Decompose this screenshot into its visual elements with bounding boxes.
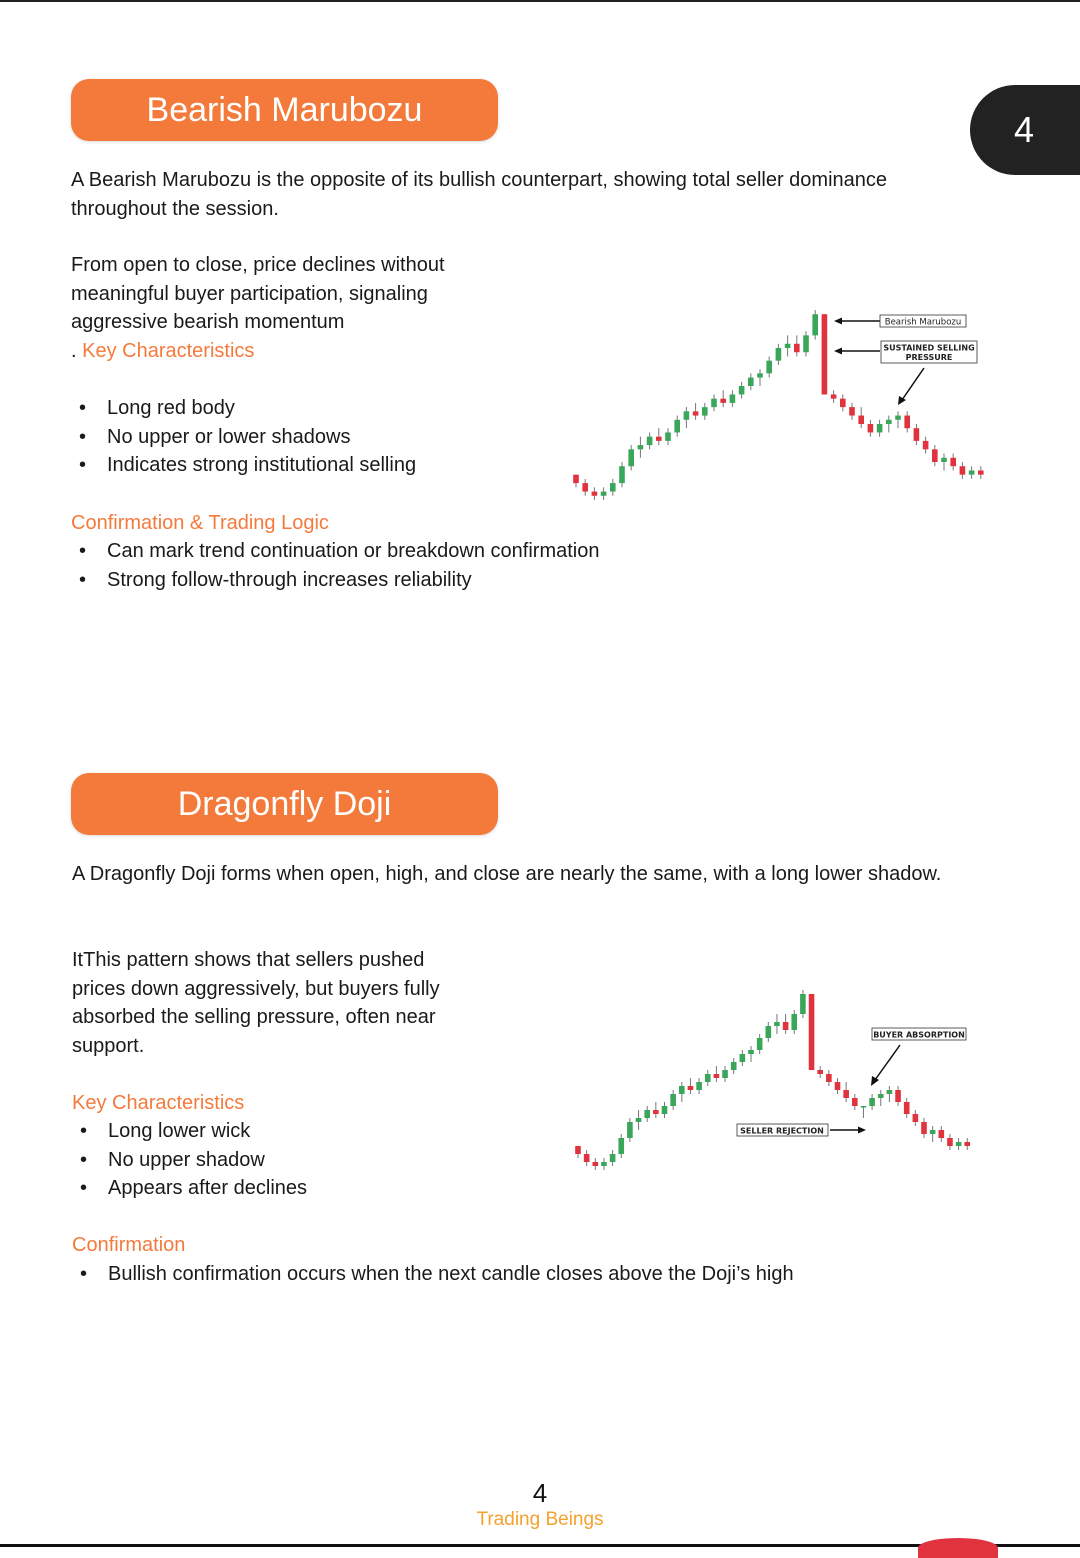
candle-body: [601, 1162, 607, 1166]
candle-body: [593, 1162, 599, 1166]
candle-body: [705, 1074, 711, 1082]
candle-body: [783, 1022, 789, 1030]
candle-body: [895, 1090, 901, 1102]
candle-body: [766, 1026, 772, 1038]
candle-body: [693, 411, 699, 415]
candle-body: [644, 1110, 650, 1118]
candle-body: [794, 344, 800, 352]
candle-body: [913, 1114, 919, 1122]
key-heading-text: Key Characteristics: [82, 340, 255, 362]
candle-body: [688, 1086, 694, 1090]
candle-body: [826, 1074, 832, 1082]
candle-body: [843, 1090, 849, 1098]
candle-body: [702, 407, 708, 415]
chart-annotations: [834, 315, 977, 405]
candle-body: [714, 1074, 720, 1078]
footer-page-number: 4: [532, 1478, 548, 1508]
candle-body: [785, 344, 791, 348]
candle-body: [895, 416, 901, 420]
candle-body: [610, 1154, 616, 1162]
candle-body: [592, 492, 598, 496]
characteristics-list: [72, 1117, 512, 1203]
candle-body: [740, 1054, 746, 1062]
candle-body: [921, 1122, 927, 1134]
candle-body: [950, 458, 956, 466]
candle-body: [575, 1146, 581, 1154]
candle-body: [628, 449, 634, 466]
list-item: • Bullish confirmation occurs when the next candle closes above the Doji’s high: [72, 1260, 972, 1289]
candle-body: [822, 314, 828, 394]
candle-body: [610, 483, 616, 491]
annotation-sustained-selling-2: PRESSURE: [905, 353, 953, 362]
candle-body: [969, 470, 975, 474]
annotation-seller-rejection: SELLER REJECTION: [740, 1126, 824, 1136]
characteristics-list: [71, 394, 511, 480]
candlestick-chart: [568, 290, 1008, 510]
candle-body: [774, 1022, 780, 1026]
candle-body: [638, 445, 644, 449]
candle-body: [739, 386, 745, 394]
candle-body: [776, 348, 782, 361]
candle-body: [930, 1130, 936, 1134]
key-characteristics-heading: [71, 337, 491, 366]
confirmation-heading: Confirmation & Trading Logic: [71, 512, 329, 534]
candle-body: [840, 399, 846, 407]
candle-body: [904, 1102, 910, 1114]
candle-body: [941, 458, 947, 462]
candle-body: [978, 470, 984, 474]
list-item: • Indicates strong institutional selling: [71, 451, 511, 480]
candle-body: [886, 420, 892, 424]
candle-body: [722, 1070, 728, 1078]
candle-body: [684, 411, 690, 419]
candle-body: [887, 1090, 893, 1094]
candle-body: [812, 314, 818, 335]
candle-body: [869, 1098, 875, 1106]
confirmation-list: [71, 537, 771, 594]
candle-body: [861, 1106, 867, 1108]
candle-body: [960, 466, 966, 474]
decorative-arc: [918, 1538, 998, 1558]
candle-body: [831, 394, 837, 398]
list-item: • No upper or lower shadows: [71, 423, 511, 452]
list-item: • Long red body: [71, 394, 511, 423]
candle-body: [947, 1138, 953, 1146]
candle-body: [757, 1038, 763, 1050]
section-title-dragonfly-doji: Dragonfly Doji: [71, 773, 498, 835]
top-rule: [0, 0, 1080, 2]
intro-paragraph: A Bearish Marubozu is the opposite of its bullish counterpart, showing total seller dominance throughout the session.: [71, 169, 888, 220]
footer-brand: Trading Beings: [476, 1509, 604, 1530]
candle-body: [877, 424, 883, 432]
annotation-bearish-marubozu: Bearish Marubozu: [884, 317, 962, 328]
candle-body: [956, 1142, 962, 1146]
candle-body: [582, 483, 588, 491]
candle-body: [665, 432, 671, 440]
candle-body: [731, 1062, 737, 1070]
candle-body: [584, 1154, 590, 1162]
candle-body: [679, 1086, 685, 1094]
page-number-tab: [970, 85, 1080, 175]
candle-body: [618, 1138, 624, 1154]
confirmation-heading: Confirmation: [72, 1234, 186, 1256]
candlestick-chart: [570, 970, 995, 1180]
candle-body: [670, 1094, 676, 1106]
intro-paragraph: A Dragonfly Doji forms when open, high, and close are nearly the same, with a long lower shadow.: [72, 863, 942, 885]
confirmation-list: [72, 1260, 972, 1289]
dragonfly-doji-chart: [570, 970, 995, 1180]
candle-body: [803, 335, 809, 352]
list-item: • No upper shadow: [72, 1146, 512, 1175]
key-characteristics-heading: Key Characteristics: [72, 1092, 245, 1114]
candle-body: [800, 994, 806, 1014]
heading-prefix: .: [71, 340, 83, 362]
candle-body: [674, 420, 680, 433]
candle-body: [627, 1122, 633, 1138]
candle-body: [939, 1130, 945, 1138]
candle-body: [852, 1098, 858, 1106]
candle-body: [914, 428, 920, 441]
candle-body: [653, 1110, 659, 1114]
candle-body: [711, 399, 717, 407]
candle-body: [849, 407, 855, 415]
candle-body: [791, 1014, 797, 1030]
candle-body: [619, 466, 625, 483]
bearish-marubozu-chart: [568, 290, 1008, 510]
candle-body: [878, 1094, 884, 1098]
candle-body: [748, 1050, 754, 1054]
candle-body: [601, 492, 607, 496]
candle-body: [636, 1118, 642, 1122]
list-item: • Can mark trend continuation or breakdown confirmation: [71, 537, 771, 566]
candle-body: [809, 994, 815, 1070]
candle-body: [662, 1106, 668, 1114]
page-number: 4: [1014, 109, 1035, 150]
candle-body: [835, 1082, 841, 1090]
candle-body: [858, 416, 864, 424]
candle-body: [868, 424, 874, 432]
body-paragraph: From open to close, price declines without meaningful buyer participation, signaling aggressive bearish momentum: [71, 254, 445, 333]
chart-annotations: [737, 1028, 966, 1136]
list-item: • Strong follow-through increases reliability: [71, 566, 771, 595]
body-paragraph: ItThis pattern shows that sellers pushed prices down aggressively, but buyers fully absorbed the selling pressure, often near support.: [72, 949, 440, 1057]
candle-body: [766, 361, 772, 374]
candle-body: [647, 437, 653, 445]
list-item: • Appears after declines: [72, 1174, 512, 1203]
section-title-bearish-marubozu: Bearish Marubozu: [71, 79, 498, 141]
candle-body: [696, 1082, 702, 1090]
candle-body: [730, 394, 736, 402]
candle-body: [932, 449, 938, 462]
candle-body: [748, 378, 754, 386]
candle-body: [757, 373, 763, 377]
candle-body: [573, 475, 579, 483]
candle-body: [817, 1070, 823, 1074]
candle-body: [656, 437, 662, 441]
candle-body: [923, 441, 929, 449]
candle-body: [904, 416, 910, 429]
annotation-buyer-absorption: BUYER ABSORPTION: [873, 1030, 965, 1040]
candle-body: [720, 399, 726, 403]
annotation-sustained-selling-1: SUSTAINED SELLING: [883, 343, 975, 353]
list-item: • Long lower wick: [72, 1117, 512, 1146]
candle-body: [964, 1142, 970, 1146]
